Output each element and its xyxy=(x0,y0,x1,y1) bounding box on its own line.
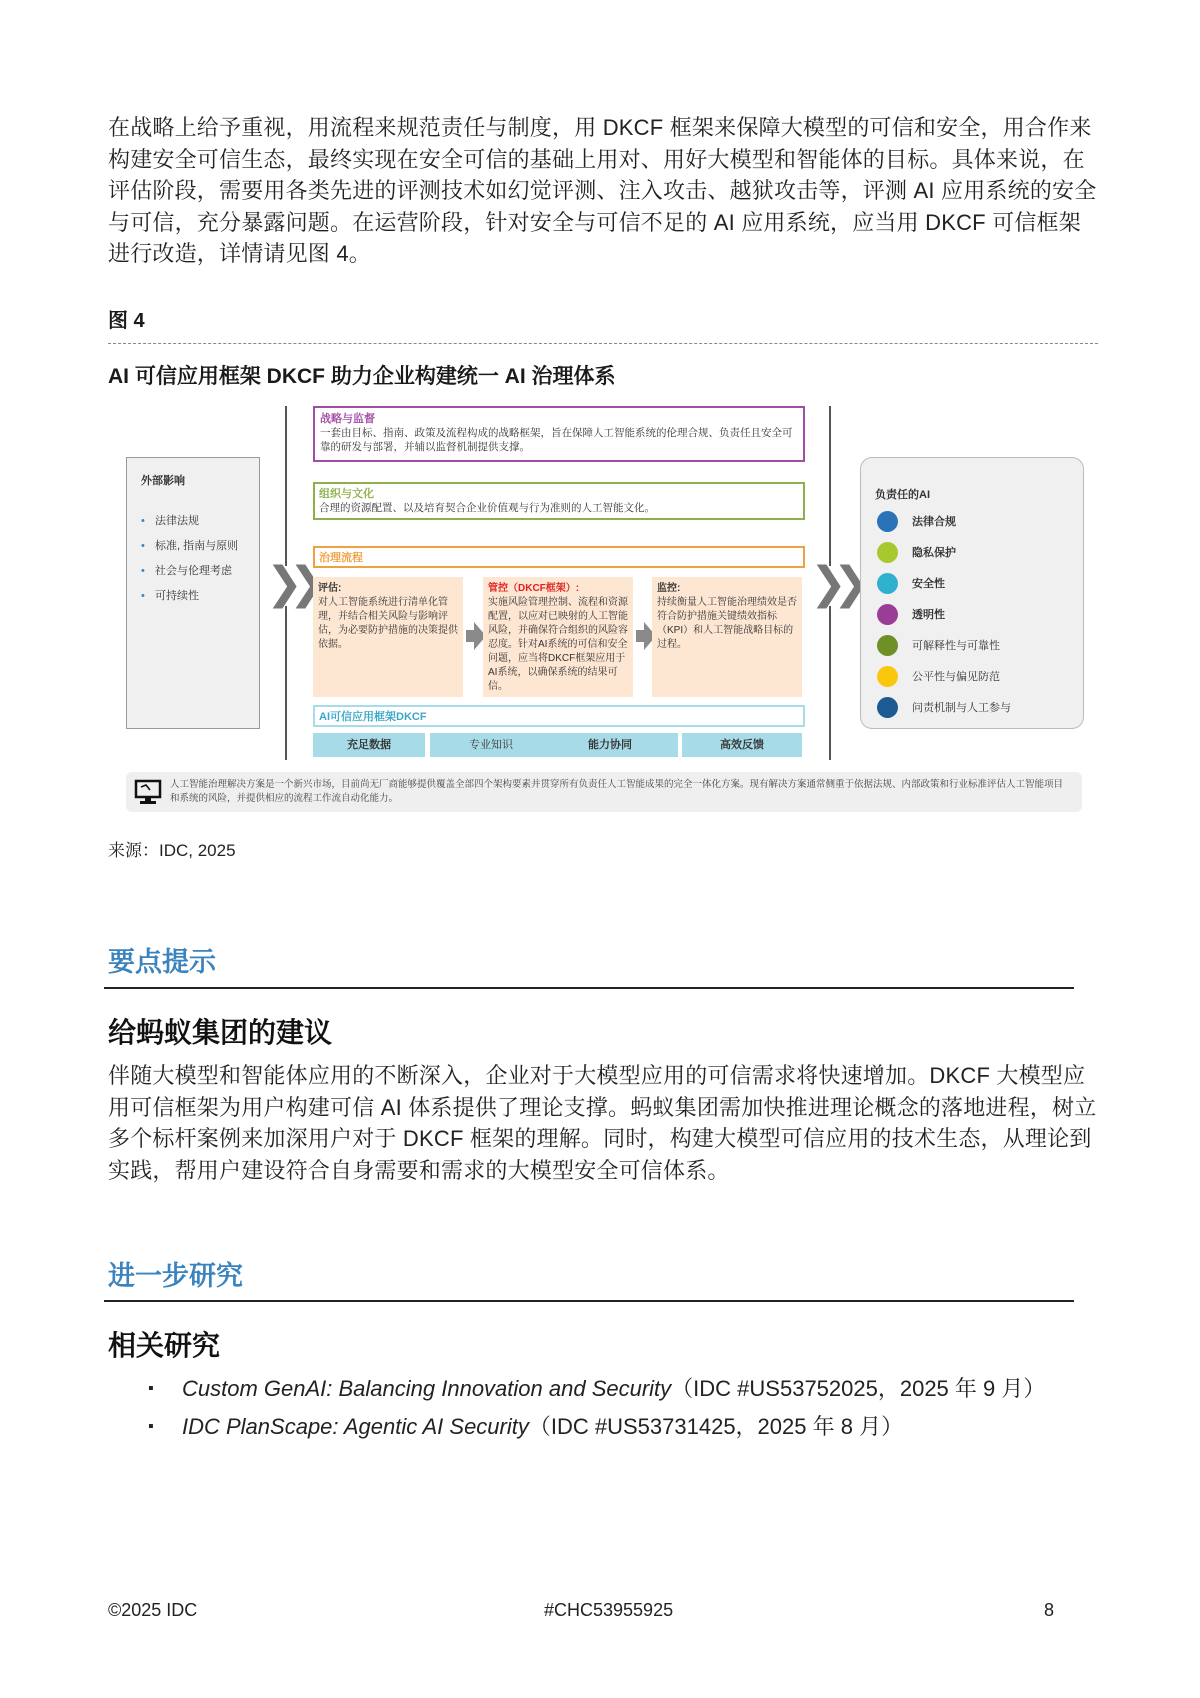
footer-doc-id: #CHC53955925 xyxy=(544,1600,674,1620)
responsible-ai-item: 安全性 xyxy=(877,572,945,594)
figure-divider xyxy=(108,343,1098,344)
process-step-assess xyxy=(313,577,463,697)
dot-icon xyxy=(877,635,898,656)
strategy-title: 战略与监督 xyxy=(320,413,375,425)
strategy-text: 一套由目标、指南、政策及流程构成的战略框架，旨在保障人工智能系统的伦理合规、负责任且安全可靠的研发与部署，并辅以监督机制提供支撑。 xyxy=(320,427,793,453)
dot-icon xyxy=(877,666,898,687)
step-text: 实施风险管理控制、流程和资源配置，以应对已映射的人工智能风险，并确保符合组织的风险容忍度。针对AI系统的可信和安全问题，应当将DKCF框架应用于AI系统，以确保系统的结果可信。 xyxy=(488,597,628,692)
section-divider xyxy=(104,1300,1074,1302)
figure-note xyxy=(126,772,1082,812)
recommendations-paragraph: 伴随大模型和智能体应用的不断深入，企业对于大模型应用的可信需求将快速增加。DKCF 大模型应用可信框架为用户构建可信 AI 体系提供了理论支撑。蚂蚁集团需加快推进理论概念的落地进程，树立多个标杆案例来加深用户对于 DKCF 框架的理解。同时，构建大模型可信应用的技术生态，从理论到实践，帮用户建设符合自身需要和需求的大模型安全可信体系。 xyxy=(108,1063,1097,1183)
research-title[interactable]: Custom GenAI: Balancing Innovation and Security xyxy=(182,1376,672,1401)
org-text: 合理的资源配置、以及培育契合企业价值观与行为准则的人工智能文化。 xyxy=(319,502,655,514)
dot-icon xyxy=(877,542,898,563)
dot-icon xyxy=(877,511,898,532)
strategy-oversight-box xyxy=(313,406,805,462)
external-item: • 法律法规 xyxy=(139,514,251,528)
monitor-icon xyxy=(134,779,162,805)
footer-copyright: ©2025 IDC xyxy=(108,1600,198,1620)
chevron-right-icon: ❯❯ xyxy=(266,559,312,608)
section-title-key-points: 要点提示 xyxy=(108,947,216,977)
right-divider-bottom xyxy=(829,606,831,760)
responsible-ai-item: 法律合规 xyxy=(877,510,956,532)
responsible-ai-item: 隐私保护 xyxy=(877,541,956,563)
research-title[interactable]: IDC PlanScape: Agentic AI Security xyxy=(182,1414,529,1439)
responsible-ai-item: 透明性 xyxy=(877,603,945,625)
arrow-right-icon xyxy=(474,622,486,650)
left-divider-bottom xyxy=(285,606,287,760)
external-influences-panel xyxy=(126,457,260,729)
external-item: • 社会与伦理考虑 xyxy=(139,564,251,578)
related-research-list xyxy=(148,1372,1078,1448)
dkcf-title: AI可信应用框架DKCF xyxy=(319,711,427,723)
responsible-ai-item: 公平性与偏见防范 xyxy=(877,665,1000,687)
dkcf-framework-bar xyxy=(313,705,805,727)
external-item: • 可持续性 xyxy=(139,589,251,603)
step-title: 管控（DKCF框架）: xyxy=(488,583,580,594)
dkcf-pillar: 专业知识 xyxy=(430,733,552,757)
chevron-right-icon: ❯❯ xyxy=(810,559,856,608)
dot-icon xyxy=(877,604,898,625)
external-influences-title: 外部影响 xyxy=(141,475,185,487)
related-research-item[interactable] xyxy=(148,1372,1078,1406)
dot-icon xyxy=(877,573,898,594)
org-culture-box xyxy=(313,482,805,520)
step-text: 持续衡量人工智能治理绩效是否符合防护措施关键绩效指标（KPI）和人工智能战略目标的过程。 xyxy=(657,597,797,650)
figure-label: 图 4 xyxy=(108,310,145,332)
section-title-further-research: 进一步研究 xyxy=(108,1261,243,1291)
intro-paragraph: 在战略上给予重视，用流程来规范责任与制度，用 DKCF 框架来保障大模型的可信和安全，用合作来构建安全可信生态，最终实现在安全可信的基础上用对、用好大模型和智能体的目标。具体来说，在评估阶段，需要用各类先进的评测技术如幻觉评测、注入攻击、越狱攻击等，评测 AI 应用系统的安全与可信，充分暴露问题。在运营阶段，针对安全与可信不足的 AI 应用系统，应当用 DKCF 可信框架进行改造，详情请见图 4。 xyxy=(108,115,1097,266)
step-title: 评估: xyxy=(318,583,342,594)
section-divider xyxy=(104,987,1074,989)
dkcf-pillar: 高效反馈 xyxy=(682,733,802,757)
responsible-ai-item: 可解释性与可靠性 xyxy=(877,634,1000,656)
related-research-item[interactable] xyxy=(148,1410,1078,1444)
responsible-ai-panel xyxy=(860,457,1084,729)
recommendations-heading: 给蚂蚁集团的建议 xyxy=(108,1017,333,1048)
left-divider-top xyxy=(285,406,287,566)
right-divider-top xyxy=(829,406,831,566)
dkcf-pillar: 充足数据 xyxy=(313,733,425,757)
step-text: 对人工智能系统进行清单化管理，并结合相关风险与影响评估，为必要防护措施的决策提供依据。 xyxy=(318,597,458,650)
external-item: • 标准, 指南与原则 xyxy=(139,539,251,553)
related-research-heading: 相关研究 xyxy=(108,1330,221,1361)
arrow-right-icon xyxy=(644,622,656,650)
research-ref: （IDC #US53752025，2025 年 9 月） xyxy=(671,1376,1046,1401)
external-influences-list xyxy=(139,514,251,614)
research-ref: （IDC #US53731425，2025 年 8 月） xyxy=(528,1414,904,1439)
figure-note-text: 人工智能治理解决方案是一个新兴市场，目前尚无厂商能够提供覆盖全部四个架构要素并贯穿所有负责任人工智能成果的完全一体化方案。现有解决方案通常侧重于依据法规、内部政策和行业标准评估人工智能项目和系统的风险，并提供相应的流程工作流自动化能力。 xyxy=(170,779,1064,804)
responsible-ai-title: 负责任的AI xyxy=(875,489,930,501)
figure-source: 来源：IDC, 2025 xyxy=(108,841,236,860)
dkcf-pillar: 能力协同 xyxy=(542,733,678,757)
dot-icon xyxy=(877,697,898,718)
process-step-control xyxy=(483,577,633,697)
footer-page-number: 8 xyxy=(1044,1600,1055,1620)
governance-process-bar xyxy=(313,546,805,568)
responsible-ai-item: 问责机制与人工参与 xyxy=(877,696,1011,718)
process-title: 治理流程 xyxy=(319,552,363,564)
process-step-monitor xyxy=(652,577,802,697)
org-title: 组织与文化 xyxy=(319,488,374,500)
step-title: 监控: xyxy=(657,583,681,594)
figure-title: AI 可信应用框架 DKCF 助力企业构建统一 AI 治理体系 xyxy=(108,365,616,388)
